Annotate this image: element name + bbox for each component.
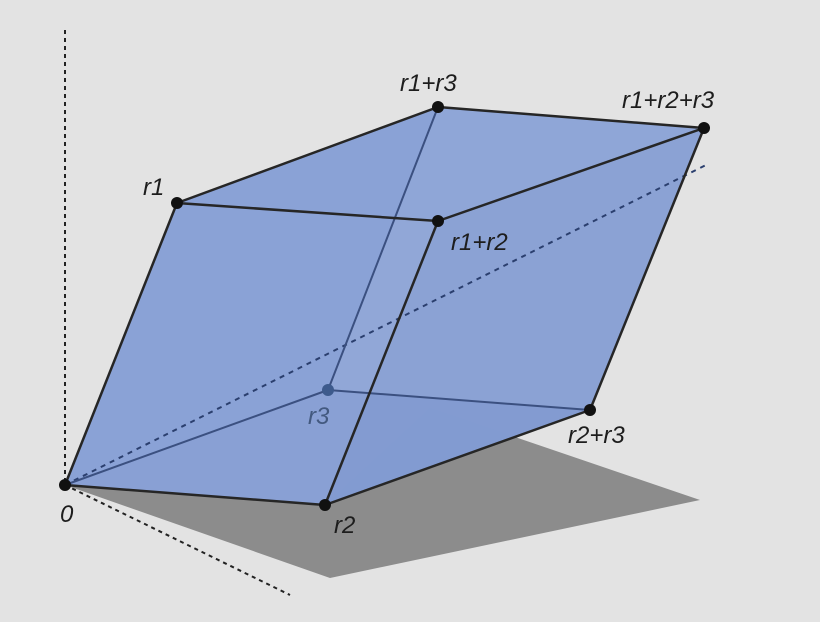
vertex-r2-r3 (584, 404, 596, 416)
label-origin: 0 (60, 501, 74, 528)
label-r1-r3: r1+r3 (400, 70, 457, 97)
label-r3: r3 (308, 403, 330, 430)
label-r1-r2-r3: r1+r2+r3 (622, 87, 715, 114)
vertex-r3 (322, 384, 334, 396)
vertex-origin (59, 479, 71, 491)
vertex-r1-r3 (432, 101, 444, 113)
vertex-r2 (319, 499, 331, 511)
label-r1-r2: r1+r2 (451, 229, 508, 256)
label-r1: r1 (143, 174, 165, 201)
label-r2: r2 (334, 512, 356, 539)
vertex-r1-r2-r3 (698, 122, 710, 134)
vertex-r1 (171, 197, 183, 209)
vertex-r1-r2 (432, 215, 444, 227)
label-r2-r3: r2+r3 (568, 422, 625, 449)
